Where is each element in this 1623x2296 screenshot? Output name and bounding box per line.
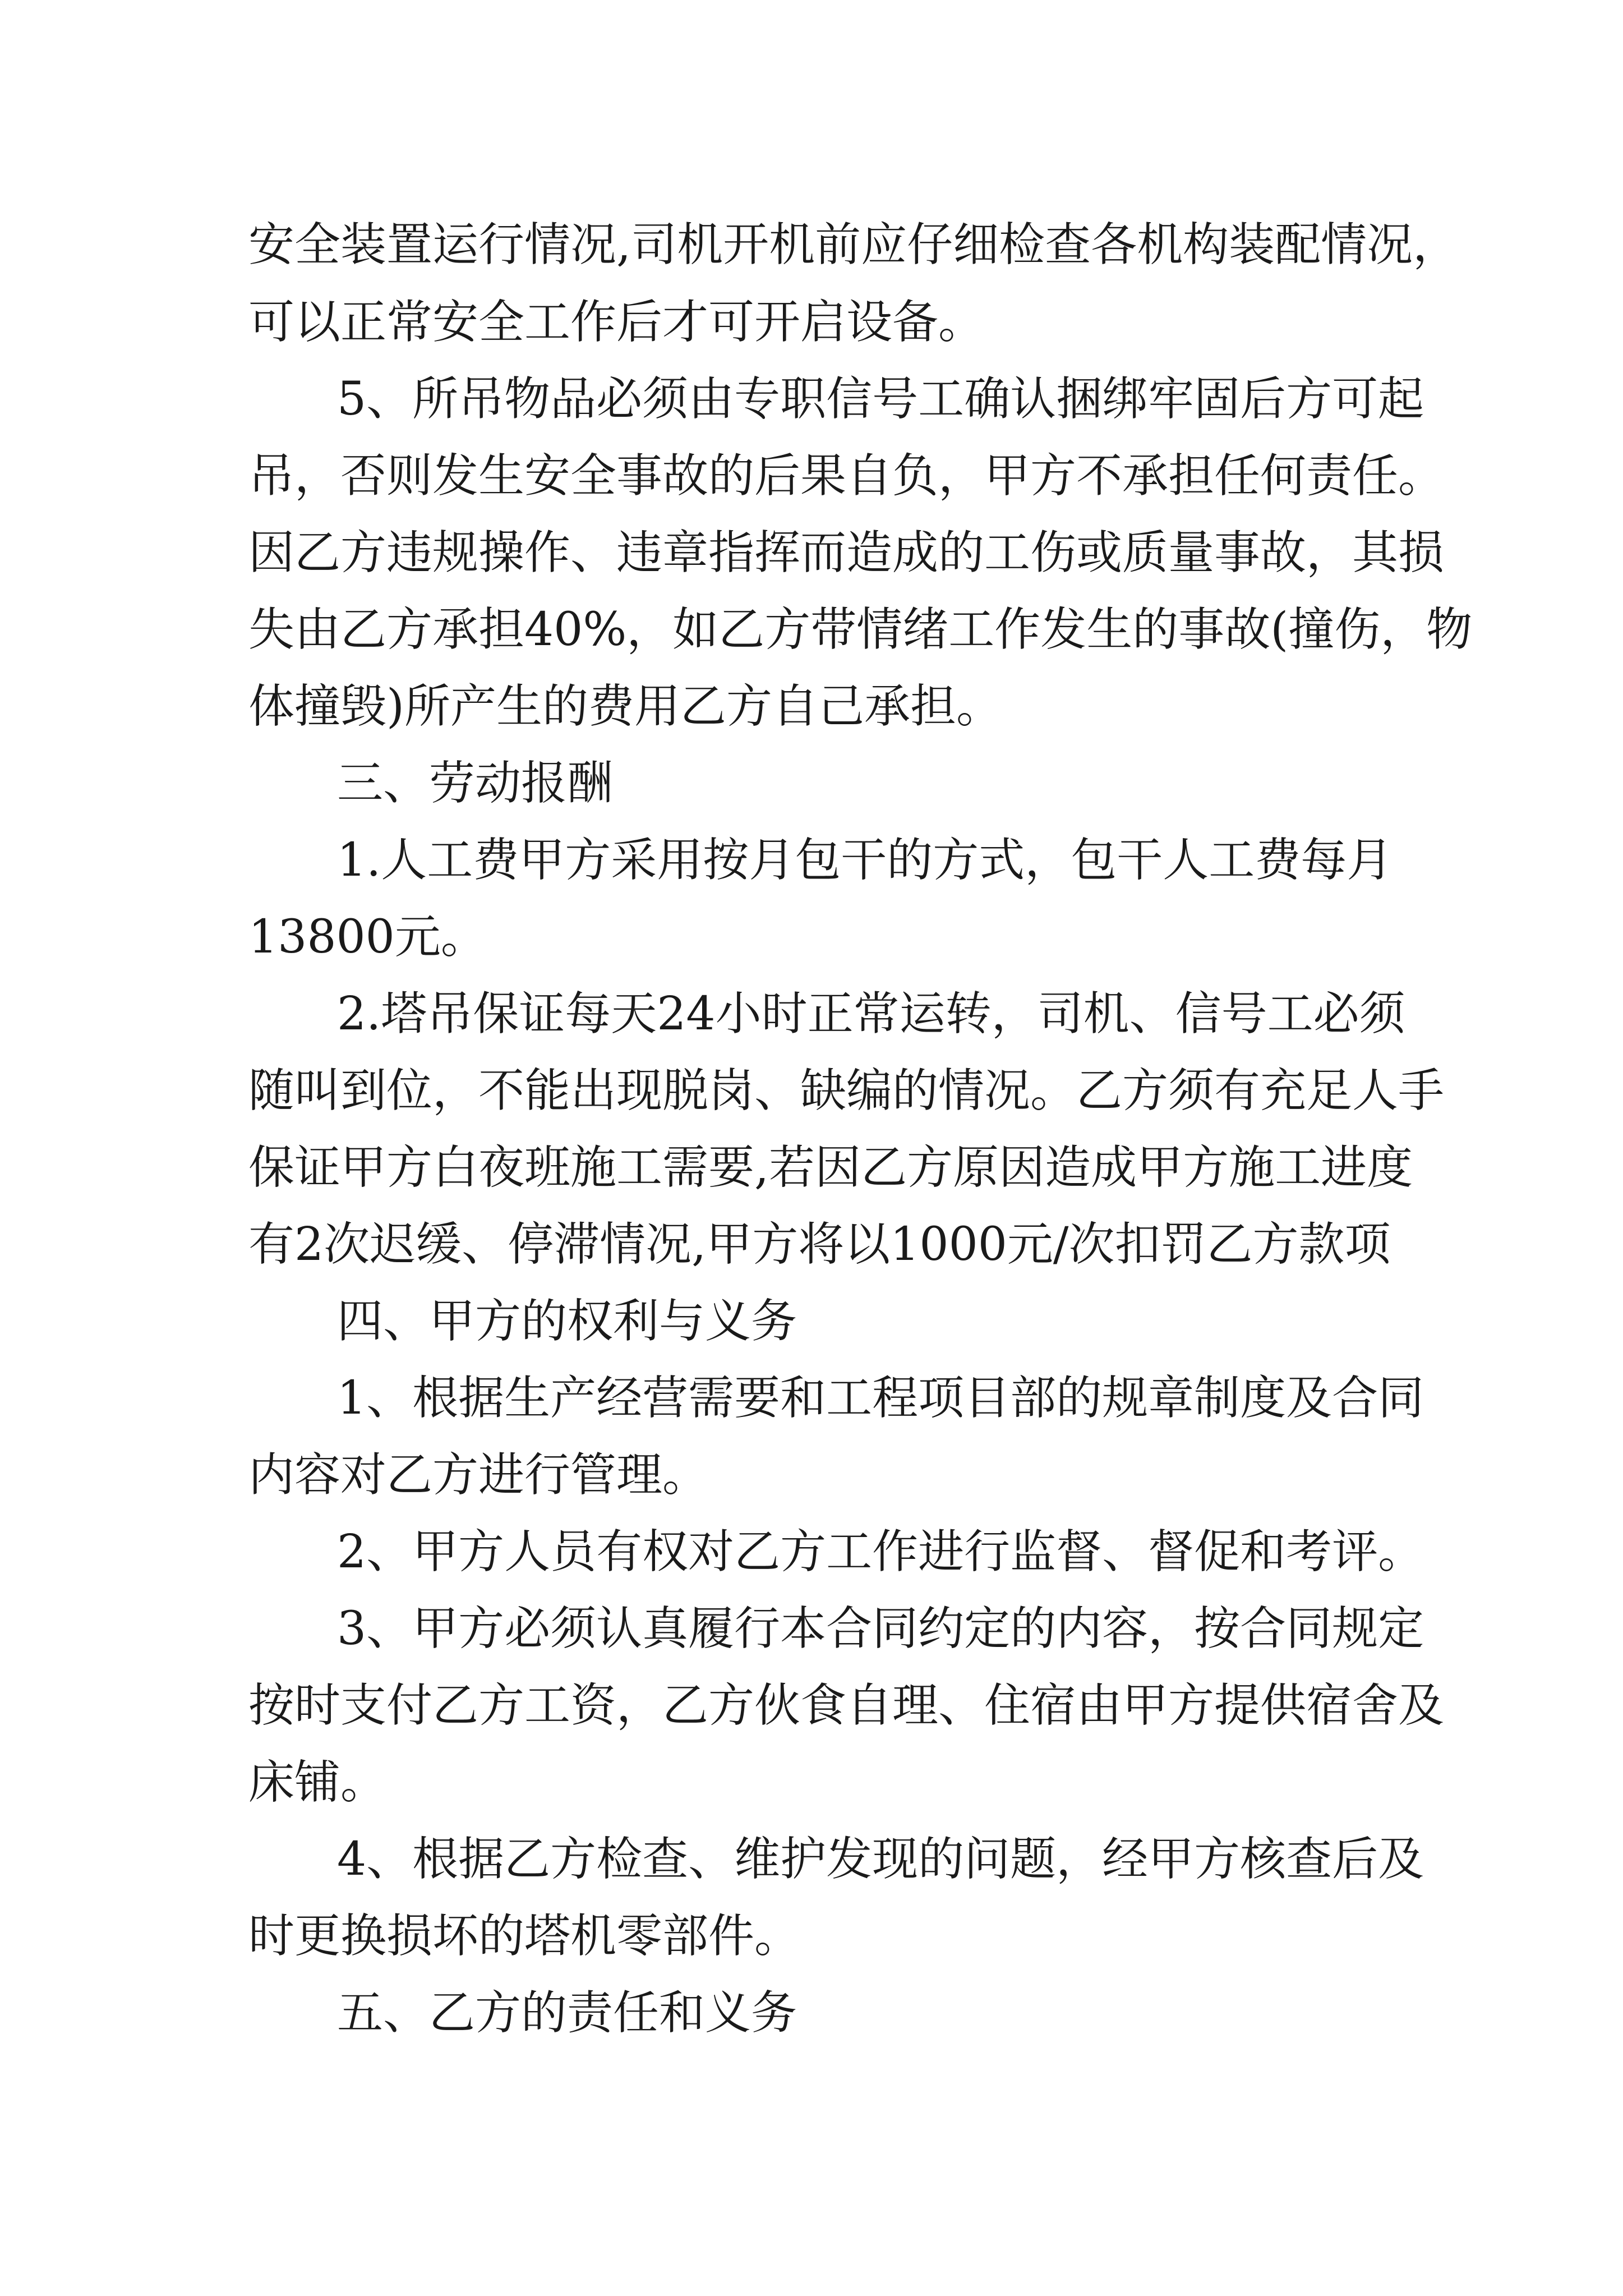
- section-heading: 五、乙方的责任和义务: [337, 1986, 797, 2040]
- text-line: 2、甲方人员有权对乙方工作进行监督、督促和考评。: [337, 1525, 1424, 1579]
- text-line: 13800元。: [248, 910, 487, 964]
- section-heading: 三、劳动报酬: [337, 757, 614, 810]
- text-line: 安全装置运行情况,司机开机前应仔细检查各机构装配情况，: [248, 218, 1459, 272]
- text-line: 1、根据生产经营需要和工程项目部的规章制度及合同: [337, 1372, 1424, 1425]
- text-line: 失由乙方承担40%，如乙方带情绪工作发生的事故(撞伤，物: [248, 603, 1473, 656]
- text-line: 时更换损坏的塔机零部件。: [248, 1910, 801, 1963]
- text-line: 可以正常安全工作后才可开启设备。: [248, 296, 985, 349]
- text-line: 有2次迟缓、停滞情况,甲方将以1000元/次扣罚乙方款项: [248, 1218, 1391, 1271]
- text-line: 因乙方违规操作、违章指挥而造成的工伤或质量事故，其损: [248, 526, 1445, 579]
- text-line: 2.塔吊保证每天24小时正常运转，司机、信号工必须: [337, 987, 1405, 1041]
- section-heading: 四、甲方的权利与义务: [337, 1295, 797, 1348]
- text-line: 保证甲方白夜班施工需要,若因乙方原因造成甲方施工进度: [248, 1141, 1413, 1194]
- text-line: 1.人工费甲方采用按月包干的方式，包干人工费每月: [337, 834, 1393, 887]
- text-line: 吊，否则发生安全事故的后果自负，甲方不承担任何责任。: [248, 449, 1445, 503]
- text-line: 按时支付乙方工资，乙方伙食自理、住宿由甲方提供宿舍及: [248, 1679, 1445, 1732]
- text-line: 4、根据乙方检查、维护发现的问题，经甲方核查后及: [337, 1833, 1424, 1886]
- text-line: 床铺。: [248, 1756, 387, 1809]
- text-line: 随叫到位，不能出现脱岗、缺编的情况。乙方须有充足人手: [248, 1064, 1445, 1117]
- text-line: 5、所吊物品必须由专职信号工确认捆绑牢固后方可起: [337, 372, 1424, 426]
- text-line: 3、甲方必须认真履行本合同约定的内容，按合同规定: [337, 1602, 1424, 1655]
- text-line: 体撞毁)所产生的费用乙方自己承担。: [248, 680, 1002, 733]
- text-line: 内容对乙方进行管理。: [248, 1448, 709, 1502]
